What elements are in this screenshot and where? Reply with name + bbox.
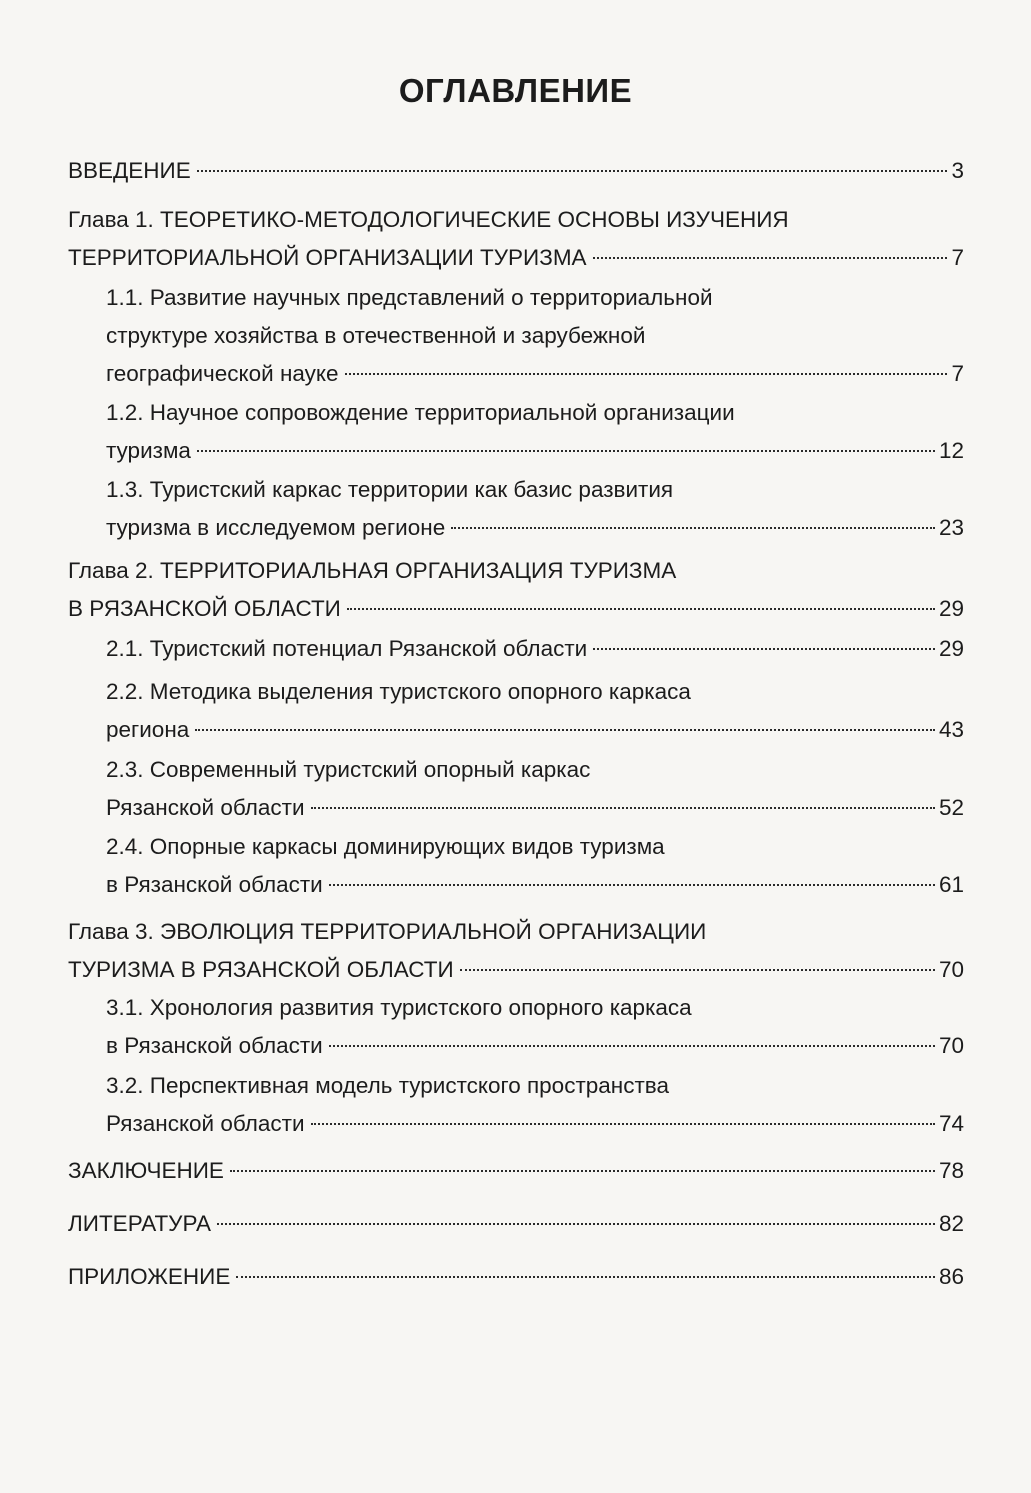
toc-entry[interactable] (68, 913, 964, 989)
toc-entry[interactable] (106, 279, 964, 393)
dot-leader (195, 729, 935, 731)
toc-entry-title-line: 2.1. Туристский потенциал Рязанской области (106, 636, 588, 661)
toc-entry-last-line (106, 866, 964, 904)
toc-entry-title-line: Глава 2. ТЕРРИТОРИАЛЬНАЯ ОРГАНИЗАЦИЯ ТУРИЗМА (68, 558, 677, 583)
dot-leader (311, 807, 935, 809)
toc-entry-title-line: 2.3. Современный туристский опорный каркас (106, 757, 591, 782)
page-number: 52 (938, 795, 964, 820)
dot-leader (451, 527, 935, 529)
toc-entry[interactable] (106, 751, 964, 827)
page-number: 43 (938, 717, 964, 742)
toc-entry[interactable] (68, 552, 964, 628)
toc-entry-last-line (106, 355, 964, 393)
page-number: 78 (938, 1158, 964, 1183)
toc-entry-last-line (106, 432, 964, 470)
toc-entry-last-line (68, 1152, 964, 1190)
page-number: 3 (951, 158, 964, 183)
toc-entry-title-line: Глава 1. ТЕОРЕТИКО-МЕТОДОЛОГИЧЕСКИЕ ОСНОВЫ ИЗУЧЕНИЯ (68, 207, 789, 232)
toc-entry-title-line: туризма в исследуемом регионе (106, 515, 446, 540)
dot-leader (593, 648, 935, 650)
toc-entry-title-line: структуре хозяйства в отечественной и зарубежной (106, 323, 646, 348)
dot-leader (217, 1223, 935, 1225)
dot-leader (347, 608, 935, 610)
toc-entry-last-line (68, 1258, 964, 1296)
toc-entry-title-line: Рязанской области (106, 795, 305, 820)
toc-entry-last-line (106, 1105, 964, 1143)
page-title: ОГЛАВЛЕНИЕ (398, 72, 633, 109)
toc-entry-title-line: Рязанской области (106, 1111, 305, 1136)
toc-entry-title-line: географической науке (106, 361, 339, 386)
dot-leader (345, 373, 948, 375)
toc-entry[interactable] (68, 201, 964, 277)
page-number: 29 (938, 636, 964, 661)
dot-leader (460, 969, 935, 971)
toc-entry-title-line: 1.2. Научное сопровождение территориальной организации (106, 400, 735, 425)
dot-leader (197, 450, 935, 452)
toc-entry[interactable] (106, 630, 964, 668)
toc-entry[interactable] (68, 1258, 964, 1296)
toc-entry-last-line (68, 152, 964, 190)
toc-entry-title-line: 1.3. Туристский каркас территории как базис развития (106, 477, 674, 502)
dot-leader (311, 1123, 935, 1125)
toc-entry-last-line (68, 239, 964, 277)
dot-leader (230, 1170, 935, 1172)
toc-entry-last-line (68, 951, 964, 989)
toc-entry[interactable] (68, 152, 964, 190)
toc-entry[interactable] (68, 1152, 964, 1190)
toc-entry-last-line (106, 1027, 964, 1065)
dot-leader (236, 1276, 935, 1278)
toc-entry-last-line (68, 590, 964, 628)
toc-entry-title-line: в Рязанской области (106, 872, 323, 897)
toc-entry-title-line: ЛИТЕРАТУРА (68, 1211, 211, 1236)
dot-leader (197, 170, 948, 172)
toc-entry[interactable] (106, 828, 964, 904)
toc-entry-title-line: ПРИЛОЖЕНИЕ (68, 1264, 231, 1289)
toc-entry[interactable] (106, 471, 964, 547)
page-number: 70 (938, 957, 964, 982)
dot-leader (329, 884, 935, 886)
toc-entry-title-line: Глава 3. ЭВОЛЮЦИЯ ТЕРРИТОРИАЛЬНОЙ ОРГАНИЗАЦИИ (68, 919, 707, 944)
toc-entry-title-line: региона (106, 717, 190, 742)
toc-entry-last-line (106, 789, 964, 827)
toc-entry-title-line: ТУРИЗМА В РЯЗАНСКОЙ ОБЛАСТИ (68, 957, 454, 982)
toc-entry[interactable] (68, 1205, 964, 1243)
page-number: 74 (938, 1111, 964, 1136)
page-number: 82 (938, 1211, 964, 1236)
page-number: 12 (938, 438, 964, 463)
toc-entry-title-line: 2.2. Методика выделения туристского опорного каркаса (106, 679, 691, 704)
toc-entry-title-line: 2.4. Опорные каркасы доминирующих видов туризма (106, 834, 665, 859)
toc-entry-title-line: 3.1. Хронология развития туристского опорного каркаса (106, 995, 692, 1020)
toc-entry-title-line: в Рязанской области (106, 1033, 323, 1058)
page-number: 7 (951, 361, 964, 386)
toc-entry[interactable] (106, 673, 964, 749)
toc-entry-last-line (106, 509, 964, 547)
toc-entry-title-line: 3.2. Перспективная модель туристского пространства (106, 1073, 669, 1098)
page-number: 61 (938, 872, 964, 897)
page-number: 29 (938, 596, 964, 621)
toc-entry-title-line: ЗАКЛЮЧЕНИЕ (68, 1158, 224, 1183)
toc-entry-last-line (68, 1205, 964, 1243)
toc-entry[interactable] (106, 989, 964, 1065)
toc-entry-title-line: 1.1. Развитие научных представлений о территориальной (106, 285, 713, 310)
dot-leader (329, 1045, 935, 1047)
page-number: 86 (938, 1264, 964, 1289)
toc-entry-title-line: туризма (106, 438, 191, 463)
toc-entry[interactable] (106, 394, 964, 470)
toc-entry-title-line: ВВЕДЕНИЕ (68, 158, 191, 183)
toc-entry-title-line: ТЕРРИТОРИАЛЬНОЙ ОРГАНИЗАЦИИ ТУРИЗМА (68, 245, 587, 270)
toc-entry-last-line (106, 630, 964, 668)
page-number: 7 (951, 245, 964, 270)
toc-entry[interactable] (106, 1067, 964, 1143)
toc-entry-title-line: В РЯЗАНСКОЙ ОБЛАСТИ (68, 596, 341, 621)
page-number: 70 (938, 1033, 964, 1058)
dot-leader (593, 257, 948, 259)
toc-entry-last-line (106, 711, 964, 749)
page-number: 23 (938, 515, 964, 540)
